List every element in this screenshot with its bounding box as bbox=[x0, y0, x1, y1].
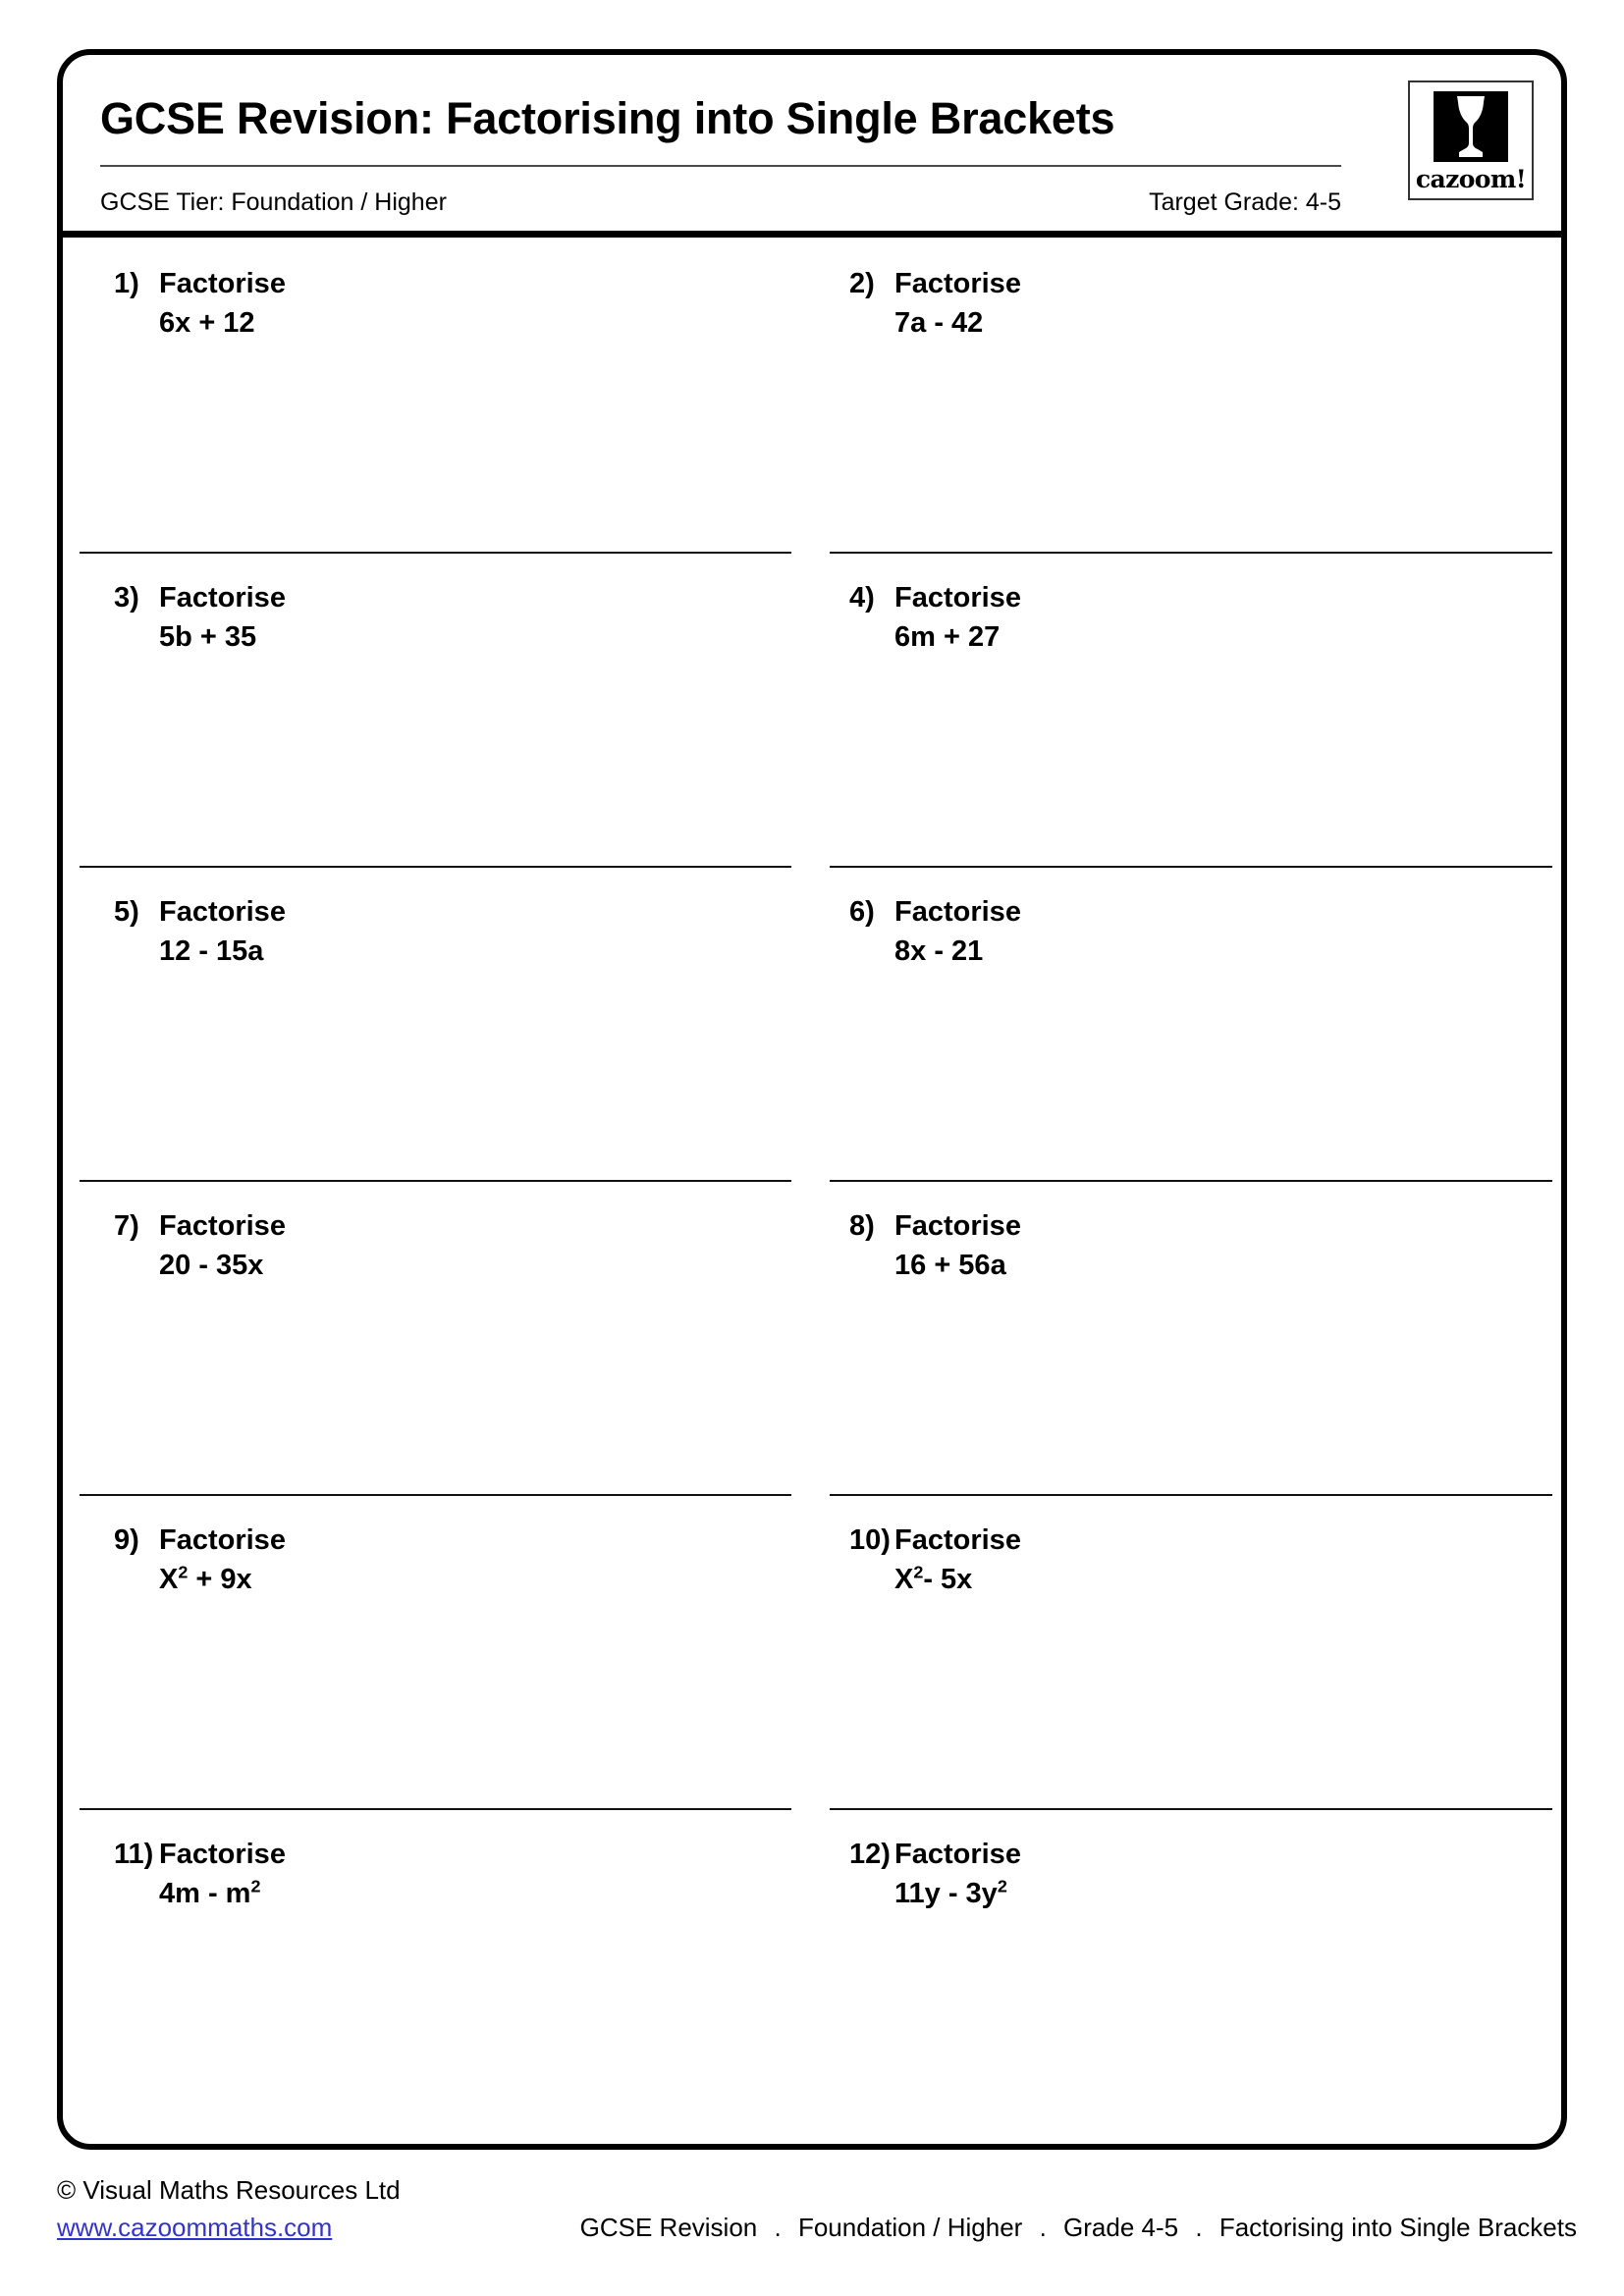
question-prompt-label: Factorise bbox=[159, 896, 286, 928]
question-cell-12 bbox=[812, 1808, 1561, 2103]
question-expression: $X^2-$ 5x bbox=[894, 1562, 973, 1595]
question-cell-8 bbox=[812, 1180, 1561, 1494]
question-expression: 6x + 12 bbox=[159, 307, 255, 339]
question-prompt bbox=[114, 893, 286, 931]
question-row bbox=[63, 552, 1561, 866]
question-prompt bbox=[849, 579, 1021, 616]
question-expression: 20 - 35x bbox=[159, 1250, 264, 1281]
question-prompt-label: Factorise bbox=[894, 268, 1021, 299]
cazoom-logo bbox=[1408, 80, 1534, 200]
question-cell-6 bbox=[812, 866, 1561, 1180]
question-cell-7 bbox=[63, 1180, 812, 1494]
question-expression: $4m - m^2$ bbox=[159, 1876, 261, 1909]
title-divider bbox=[100, 165, 1341, 167]
question-prompt bbox=[114, 265, 286, 302]
breadcrumb-separator: . bbox=[1195, 2213, 1203, 2242]
copyright-text: © Visual Maths Resources Ltd bbox=[57, 2175, 401, 2205]
question-prompt-label: Factorise bbox=[894, 582, 1021, 614]
question-prompt-label: Factorise bbox=[159, 582, 286, 614]
question-prompt bbox=[849, 265, 1021, 302]
question-prompt bbox=[114, 1522, 286, 1559]
cazoom-vase-icon bbox=[1434, 91, 1508, 162]
page-title: GCSE Revision: Factorising into Single Brackets bbox=[100, 93, 1115, 143]
question-cell-1 bbox=[63, 238, 812, 552]
question-prompt-label: Factorise bbox=[159, 1839, 286, 1870]
question-number: 2) bbox=[849, 268, 875, 299]
question-prompt bbox=[849, 1522, 1021, 1559]
question-expression: $11y - 3y^2$ bbox=[894, 1876, 1007, 1909]
vase-glyph bbox=[1451, 96, 1490, 157]
breadcrumb-item: Foundation / Higher bbox=[797, 2213, 1023, 2242]
questions-area bbox=[63, 238, 1561, 2103]
question-number: 8) bbox=[849, 1210, 875, 1242]
question-row bbox=[63, 1808, 1561, 2103]
question-prompt-label: Factorise bbox=[159, 1524, 286, 1556]
question-prompt bbox=[849, 1207, 1021, 1245]
breadcrumb-item: GCSE Revision bbox=[579, 2213, 758, 2242]
question-cell-11 bbox=[63, 1808, 812, 2103]
header-meta-row bbox=[100, 175, 1341, 230]
question-cell-9 bbox=[63, 1494, 812, 1808]
breadcrumb-item: Grade 4-5 bbox=[1063, 2213, 1179, 2242]
cazoom-wordmark: cazoom! bbox=[1415, 165, 1527, 193]
question-prompt-label: Factorise bbox=[159, 1210, 286, 1242]
question-expression: 7a - 42 bbox=[894, 307, 984, 339]
question-cell-4 bbox=[812, 552, 1561, 866]
question-expression: $X^2 + 9x$ bbox=[159, 1562, 252, 1595]
question-number: 3) bbox=[114, 582, 139, 614]
worksheet-footer bbox=[57, 2171, 1577, 2269]
question-number: 4) bbox=[849, 582, 875, 614]
breadcrumb-separator: . bbox=[774, 2213, 782, 2242]
question-prompt-label: Factorise bbox=[894, 896, 1021, 928]
question-number: 1) bbox=[114, 268, 139, 299]
question-prompt-label: Factorise bbox=[894, 1524, 1021, 1556]
question-prompt-label: Factorise bbox=[159, 268, 286, 299]
question-number: 12) bbox=[849, 1839, 891, 1870]
question-expression: 12 - 15a bbox=[159, 935, 264, 967]
question-expression: 6m + 27 bbox=[894, 621, 1001, 653]
question-prompt bbox=[114, 579, 286, 616]
question-row bbox=[63, 1180, 1561, 1494]
worksheet-sheet bbox=[57, 49, 1567, 2150]
question-prompt bbox=[114, 1207, 286, 1245]
worksheet-header bbox=[63, 55, 1561, 238]
question-cell-10 bbox=[812, 1494, 1561, 1808]
question-expression: 5b + 35 bbox=[159, 621, 257, 653]
question-number: 5) bbox=[114, 896, 139, 928]
question-prompt bbox=[849, 1836, 1021, 1873]
breadcrumb-separator: . bbox=[1039, 2213, 1047, 2242]
title-row bbox=[100, 77, 1524, 161]
gcse-tier-label: GCSE Tier: Foundation / Higher bbox=[100, 187, 447, 216]
cazoommaths-link[interactable]: www.cazoommaths.com bbox=[57, 2213, 333, 2242]
question-cell-3 bbox=[63, 552, 812, 866]
question-row bbox=[63, 866, 1561, 1180]
question-row bbox=[63, 238, 1561, 552]
question-prompt bbox=[114, 1836, 286, 1873]
question-prompt bbox=[849, 893, 1021, 931]
question-row bbox=[63, 1494, 1561, 1808]
question-number: 11) bbox=[114, 1839, 154, 1870]
question-cell-5 bbox=[63, 866, 812, 1180]
question-number: 10) bbox=[849, 1524, 891, 1556]
question-expression: 8x - 21 bbox=[894, 935, 984, 967]
target-grade-label: Target Grade: 4-5 bbox=[1149, 187, 1341, 216]
question-expression: 16 + 56a bbox=[894, 1250, 1006, 1281]
question-prompt-label: Factorise bbox=[894, 1839, 1021, 1870]
question-cell-2 bbox=[812, 238, 1561, 552]
question-number: 6) bbox=[849, 896, 875, 928]
breadcrumb bbox=[580, 2209, 1577, 2246]
breadcrumb-item: Factorising into Single Brackets bbox=[1218, 2213, 1577, 2242]
question-prompt-label: Factorise bbox=[894, 1210, 1021, 1242]
question-number: 9) bbox=[114, 1524, 139, 1556]
question-number: 7) bbox=[114, 1210, 139, 1242]
